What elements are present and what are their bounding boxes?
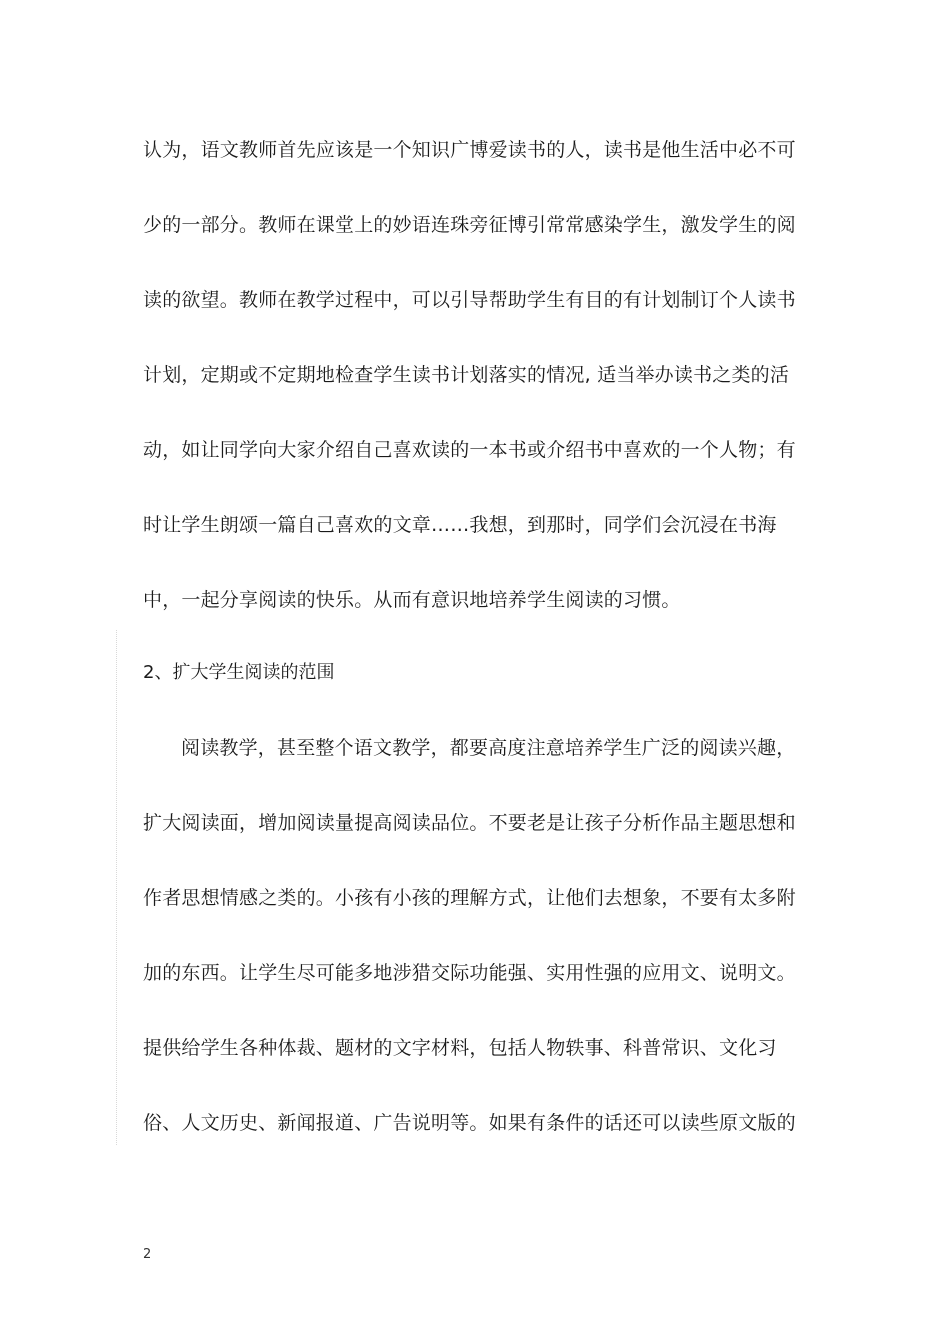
paragraph-line: 作者思想情感之类的。小孩有小孩的理解方式，让他们去想象，不要有太多附 xyxy=(143,887,796,909)
paragraph-line: 读的欲望。教师在教学过程中，可以引导帮助学生有目的有计划制订个人读书 xyxy=(143,289,796,311)
margin-rule xyxy=(116,630,117,1145)
paragraph-line: 加的东西。让学生尽可能多地涉猎交际功能强、实用性强的应用文、说明文。 xyxy=(143,962,796,984)
paragraph-line: 计划，定期或不定期地检查学生读书计划落实的情况, 适当举办读书之类的活 xyxy=(143,364,790,386)
paragraph-line: 提供给学生各种体裁、题材的文字材料，包括人物轶事、科普常识、文化习 xyxy=(143,1037,777,1059)
paragraph-line: 中，一起分享阅读的快乐。从而有意识地培养学生阅读的习惯。 xyxy=(143,589,681,611)
paragraph-line: 阅读教学，甚至整个语文教学，都要高度注意培养学生广泛的阅读兴趣， xyxy=(181,737,796,759)
paragraph-line: 少的一部分。教师在课堂上的妙语连珠旁征博引常常感染学生，激发学生的阅 xyxy=(143,214,796,236)
page-number: 2 xyxy=(143,1247,152,1262)
paragraph-line: 扩大阅读面，增加阅读量提高阅读品位。不要老是让孩子分析作品主题思想和 xyxy=(143,812,796,834)
paragraph-line: 动，如让同学向大家介绍自己喜欢读的一本书或介绍书中喜欢的一个人物；有 xyxy=(143,439,796,461)
paragraph-line: 认为，语文教师首先应该是一个知识广博爱读书的人，读书是他生活中必不可 xyxy=(143,139,796,161)
paragraph-line: 俗、人文历史、新闻报道、广告说明等。如果有条件的话还可以读些原文版的 xyxy=(143,1112,796,1134)
paragraph-line: 时让学生朗颂一篇自己喜欢的文章……我想，到那时，同学们会沉浸在书海 xyxy=(143,514,777,536)
section-heading: 2、扩大学生阅读的范围 xyxy=(143,662,335,683)
